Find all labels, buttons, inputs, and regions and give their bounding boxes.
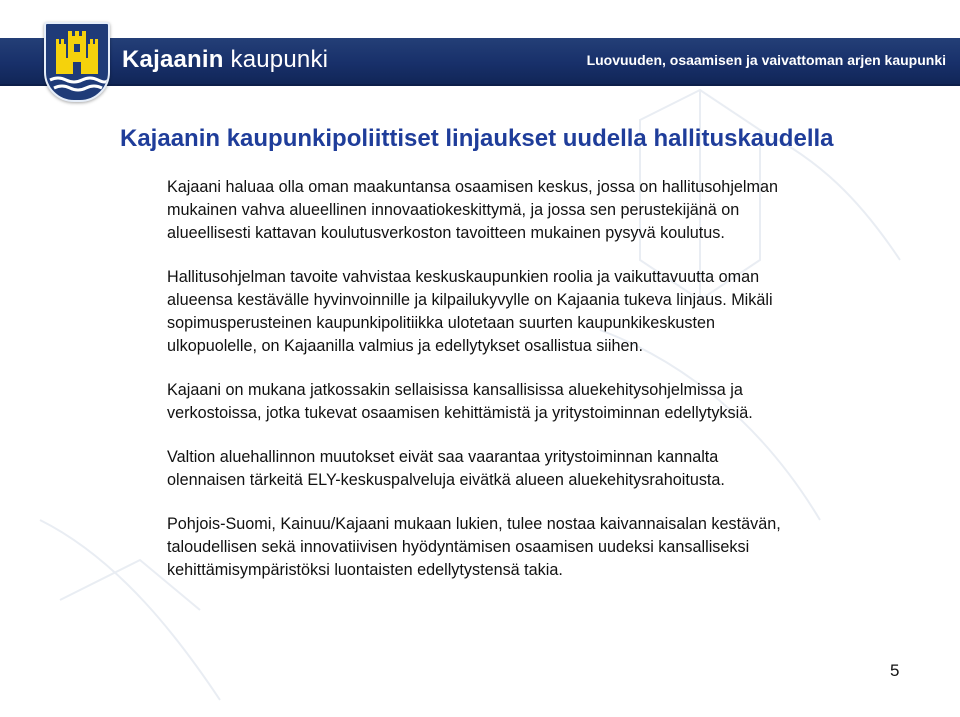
brand-name-regular: kaupunki [230,46,329,73]
brand-name-bold: Kajaanin [122,46,224,73]
paragraph-line: Kajaani haluaa olla oman maakuntansa osaamisen keskus, jossa on hallitusohjelman [167,178,778,196]
brand-wordmark [122,40,328,80]
header-slogan: Luovuuden, osaamisen ja vaivattoman arjen kaupunki [586,52,946,68]
paragraph-1 [167,176,887,245]
paragraph-line: ulkopuolelle, on Kajaanilla valmius ja edellytykset osallistua siihen. [167,337,643,355]
paragraph-line: alueensa kestävälle hyvinvoinnille ja kilpailukyvylle on Kajaania tukeva linjaus. Mikäli [167,291,773,309]
paragraph-line: kehittämisympäristöksi luontaisten edellytystensä takia. [167,561,563,579]
city-logo [44,22,110,102]
paragraph-line: mukainen vahva alueellinen innovaatiokeskittymä, ja jossa sen perustekijänä on [167,201,740,219]
paragraph-line: olennaisen tärkeitä ELY-keskuspalveluja eivätkä alueen aluekehitysrahoitusta. [167,471,725,489]
paragraph-5 [167,513,887,582]
paragraph-line: taloudellisen sekä innovatiivisen hyödyntämisen osaamisen uudeksi kansalliseksi [167,538,750,556]
paragraph-line: alueellisesti kattavan koulutusverkoston tavoitteen mukainen pysyvä koulutus. [167,224,725,242]
paragraph-4 [167,446,887,492]
castle-crest-icon [46,24,108,100]
paragraph-2 [167,266,887,358]
paragraph-line: verkostoissa, jotka tukevat osaamisen kehittämistä ja yritystoiminnan edellytyksiä. [167,404,753,422]
slide-title: Kajaanin kaupunkipoliittiset linjaukset uudella hallituskaudella [120,125,834,152]
paragraph-3 [167,379,887,425]
paragraph-line: Valtion aluehallinnon muutokset eivät saa vaarantaa yritystoiminnan kannalta [167,448,719,466]
page-number: 5 [890,661,900,680]
paragraph-line: Kajaani on mukana jatkossakin sellaisissa kansallisissa aluekehitysohjelmissa ja [167,381,743,399]
paragraph-line: Pohjois-Suomi, Kainuu/Kajaani mukaan lukien, tulee nostaa kaivannaisalan kestävän, [167,515,781,533]
slide-body [167,176,887,603]
paragraph-line: sopimusperusteinen kaupunkipolitiikka ulotetaan suurten kaupunkikeskusten [167,314,716,332]
paragraph-line: Hallitusohjelman tavoite vahvistaa keskuskaupunkien roolia ja vaikuttavuutta oman [167,268,760,286]
